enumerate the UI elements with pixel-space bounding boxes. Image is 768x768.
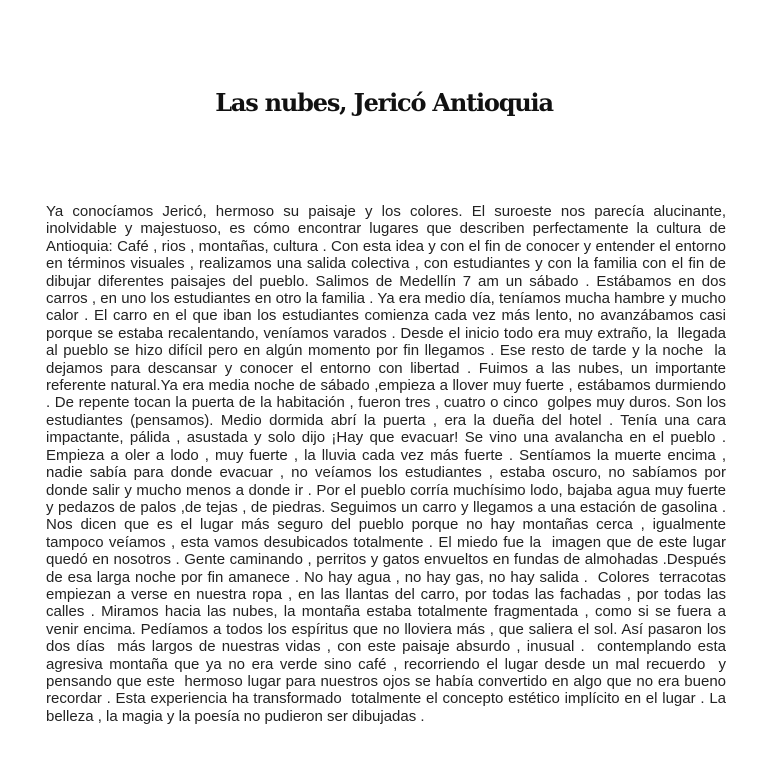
document-body-text: Ya conocíamos Jericó, hermoso su paisaje y los colores. El suroeste nos parecía alucinante, inolvidable y majestuoso, es cómo encontrar lugares que describen perfectamente la cultura de Antioquia: Café , rios , montañas, cultura . Con esta idea y con el fin de conocer y entender el entorno en términos visuales , realizamos una salida colectiva , con estudiantes y con la familia con el fin de dibujar diferentes paisajes del pueblo. Salimos de Medellín 7 am un sábado . Estábamos en dos carros , en uno los estudiantes en otro la familia . Ya era medio día, teníamos mucha hambre y mucho calor . El carro en el que iban los estudiantes comienza cada vez más lento, no avanzábamos casi porque se estaba recalentando, veníamos varados . Desde el inicio todo era muy extraño, la llegada al pueblo se hizo difícil pero en algún momento por fin llegamos . Ese resto de tarde y la noche la dejamos para descansar y conocer el entorno con libertad . Fuimos a las nubes, un importante referente natural.Ya era media noche de sábado ,empieza a llover muy fuerte , estábamos durmiendo . De repente tocan la puerta de la habitación , fueron tres , cuatro o cinco golpes muy duros. Son los estudiantes (pensamos). Medio dormida abrí la puerta , era la dueña del hotel . Tenía una cara impactante, pálida , asustada y solo dijo ¡Hay que evacuar! Se vino una avalancha en el pueblo . Empieza a oler a lodo , muy fuerte , la lluvia cada vez más fuerte . Sentíamos la muerte encima , nadie sabía para donde evacuar , no veíamos los estudiantes , estaba oscuro, no sabíamos por donde salir y mucho menos a donde ir . Por el pueblo corría muchísimo lodo, bajaba agua muy fuerte y pedazos de palos ,de tejas , de piedras. Seguimos un carro y llegamos a una estación de gasolina . Nos dicen que es el lugar más seguro del pueblo porque no hay montañas cerca , igualmente tampoco veíamos , esta vamos desubicados totalmente . El miedo fue la imagen que de este lugar quedó en nosotros . Gente caminando , perritos y gatos envueltos en fundas de almohadas .Después de esa larga noche por fin amanece . No hay agua , no hay gas, no hay salida . Colores terracotas empiezan a verse en nuestra ropa , en las llantas del carro, por todas las fachadas , por todas las calles . Miramos hacia las nubes, la montaña estaba totalmente fragmentada , como si se fuera a venir encima. Pedíamos a todos los espíritus que no lloviera más , que saliera el sol. Así pasaron los dos días más largos de nuestras vidas , con este paisaje absurdo , inusual . contemplando esta agresiva montaña que ya no era verde sino café , recorriendo el lugar desde un mal recuerdo y pensando que este hermoso lugar para nuestros ojos se había convertido en algo que no era bueno recordar . Esta experiencia ha transformado totalmente el concepto estético implícito en el lugar . La belleza , la magia y la poesía no pudieron ser dibujadas . [46, 203, 735, 725]
document-title: Las nubes, Jericó Antioquia [215, 88, 553, 117]
